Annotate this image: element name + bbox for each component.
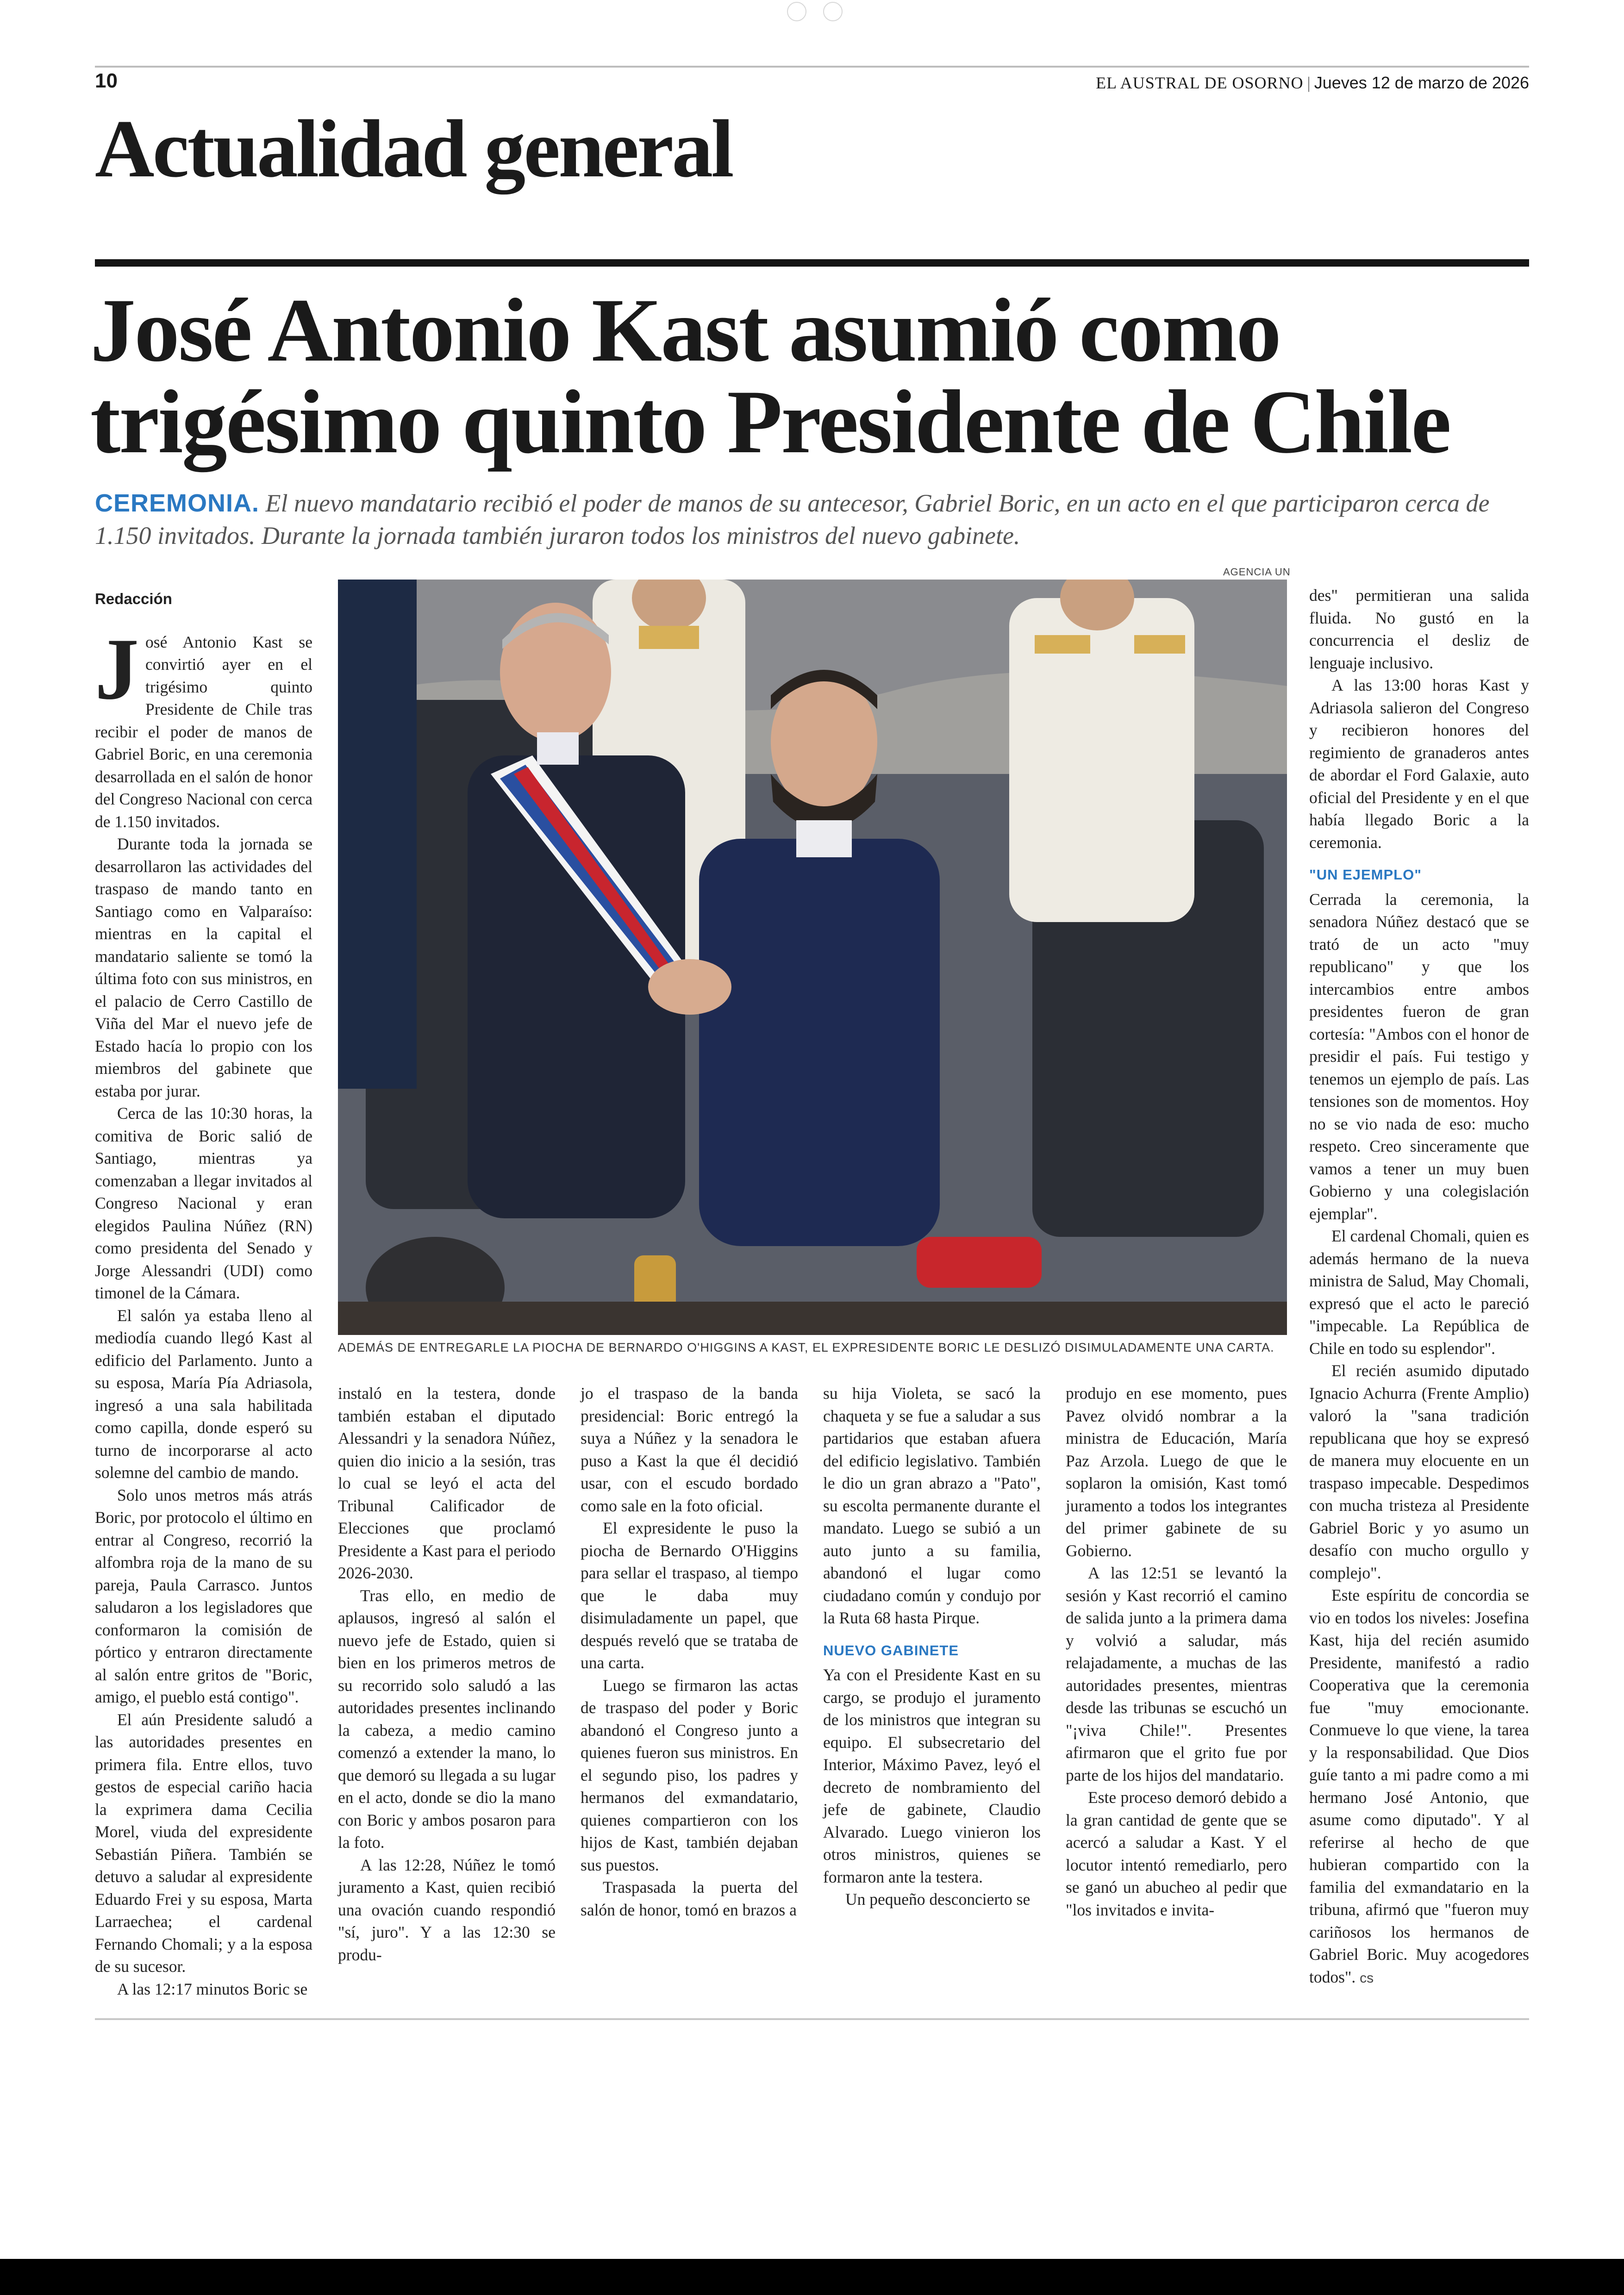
paragraph: A las 12:51 se levantó la sesión y Kast recorrió el camino de salida junto a la primera dama y volvió a saludar, más relajadamente, a muchas de las autoridades presentes, mientras desde las tribunas se escuchó un "¡viva Chile!". Presentes afirmaron que el grito fue por parte de los hijos del mandatario.: [1066, 1564, 1287, 1784]
paragraph: El recién asumido diputado Ignacio Achurra (Frente Amplio) valoró la "sana tradición republicana que hoy se expresó de manera muy elocuente en un traspaso impecable. Despedimos con mucha tristeza al Presidente Gabriel Boric y yo asumo un desafío con mucho orgullo y complejo".: [1309, 1361, 1529, 1582]
column-3: [581, 1382, 798, 1921]
paragraph: Luego se firmaron las actas de traspaso del poder y Boric abandonó el Congreso junto a quienes fueron sus ministros. En el segundo piso, los padres y hermanos del exmandatario, quienes compartieron con los hijos de Kast, también dejaban sus puestos.: [581, 1676, 798, 1874]
subhead: NUEVO GABINETE: [823, 1642, 959, 1659]
paragraph: instaló en la testera, donde también estaban el diputado Alessandri y la senadora Núñez, quien dio inicio a la sesión, tras lo cual se leyó el acta del Tribunal Calificador de Elecciones que proclamó Presidente a Kast para el periodo 2026-2030.: [338, 1384, 556, 1582]
subhead: "UN EJEMPLO": [1309, 867, 1422, 883]
paragraph: Tras ello, en medio de aplausos, ingresó al salón el nuevo jefe de Estado, quien si bien en los primeros metros de su recorrido solo saludó a las autoridades presentes inclinando la cabeza, a medio camino comenzó a extender la mano, lo que demoró su llegada a su lugar en el acto, donde se dio la mano con Boric y ambos posaron para la foto.: [338, 1586, 556, 1852]
deck-text: El nuevo mandatario recibió el poder de manos de su antecesor, Gabriel Boric, en un acto en el que participaron cerca de 1.150 invitados. Durante la jornada también juraron todos los ministros del nuevo gabinete.: [95, 489, 1490, 549]
issue-date: Jueves 12 de marzo de 2026: [1314, 73, 1529, 92]
deck: [95, 487, 1530, 552]
paragraph: El aún Presidente saludó a las autoridades presentes en primera fila. Entre ellos, tuvo gestos de especial cariño hacia la exprimera dama Cecilia Morel, viuda del expresidente Sebastián Piñera. También se detuvo a saludar al expresidente Eduardo Frei y su esposa, Marta Larraechea; el cardenal Fernando Chomali; y a la esposa de su sucesor.: [95, 1710, 312, 1976]
paragraph: des" permitieran una salida fluida. No gustó en la concurrencia el desliz de lenguaje inclusivo.: [1309, 586, 1529, 672]
section-rule: [95, 259, 1529, 267]
paragraph-text: Este espíritu de concordia se vio en todos los niveles: Josefina Kast, hija del recién asumido Presidente, manifestó a radio Cooperativa que la ceremonia fue "muy emocionante. Conmueve lo que viene, la tarea y la responsabilidad. Que Dios guíe tanto a mi padre como a mi hermano José Antonio, que asume como diputado". Y al referirse al hecho de que hubieran compartido con la familia del exmandatario en la tribuna, afirmó que "fueron muy cariñosos los hermanos de Gabriel Boric. Muy acogedores todos".: [1309, 1586, 1529, 1986]
photo-credit: AGENCIA UN: [1223, 566, 1291, 578]
paragraph: El salón ya estaba lleno al mediodía cuando llegó Kast al edificio del Parlamento. Junto a su esposa, María Pía Adriasola, ingresó a una sala habilitada como capilla, donde esperó su turno de incorporarse al acto solemne del cambio de mando.: [95, 1306, 312, 1482]
paragraph: A las 12:28, Núñez le tomó juramento a Kast, quien recibió una ovación cuando respondió "sí, juro". Y a las 12:30 se produ-: [338, 1855, 556, 1964]
column-5: [1066, 1382, 1287, 1921]
photo-caption: ADEMÁS DE ENTREGARLE LA PIOCHA DE BERNARDO O'HIGGINS A KAST, EL EXPRESIDENTE BORIC LE DESLIZÓ DISIMULADAMENTE UNA CARTA.: [338, 1341, 1274, 1354]
paragraph: [95, 620, 312, 833]
next-page-icon[interactable]: [823, 2, 843, 21]
viewer-controls[interactable]: [787, 2, 843, 21]
byline: Redacción: [95, 590, 172, 607]
column-2: [338, 1382, 556, 1966]
paper-name: EL AUSTRAL DE OSORNO: [1096, 74, 1304, 92]
paragraph: jo el traspaso de la banda presidencial: Boric entregó la suya a Núñez y la senadora le puso a Kast la que él decidió usar, con el escudo bordado como sale en la foto oficial.: [581, 1384, 798, 1515]
paragraph: Cerca de las 10:30 horas, la comitiva de Boric salió de Santiago, mientras ya comenzaban a llegar invitados al Congreso Nacional y eran elegidos Paulina Núñez (RN) como presidenta del Senado y Jorge Alessandri (UDI) como timonel de la Cámara.: [95, 1104, 312, 1302]
paragraph-text: osé Antonio Kast se convirtió ayer en el trigésimo quinto Presidente de Chile tras recibir el poder de manos de Gabriel Boric, en una ceremonia desarrollada en el salón de honor del Congreso Nacional con cerca de 1.150 invitados.: [95, 632, 312, 831]
paragraph: A las 13:00 horas Kast y Adriasola salieron del Congreso y recibieron honores del regimiento de granaderos antes de abordar el Ford Galaxie, auto oficial del Presidente y en el que había llegado Boric a la ceremonia.: [1309, 676, 1529, 852]
footer-rule: [95, 2018, 1529, 2020]
paragraph: Durante toda la jornada se desarrollaron las actividades del traspaso de mando tanto en Santiago como en Valparaíso: mientras en la capital el mandatario saliente se tomó la última foto con sus ministros, en el palacio de Cerro Castillo de Viña del Mar el nuevo jefe de Estado hacía lo propio con los miembros del gabinete que estaba por jurar.: [95, 835, 312, 1100]
section-title: Actualidad general: [95, 103, 732, 194]
paragraph: El expresidente le puso la piocha de Bernardo O'Higgins para sellar el traspaso, al tiempo que le daba muy disimuladamente un papel, que después reveló que se trataba de una carta.: [581, 1519, 798, 1672]
viewer-bottom-bar: [0, 2259, 1624, 2295]
paragraph: Este proceso demoró debido a la gran cantidad de gente que se acercó a saludar a Kast. Y el locutor intentó remediarlo, pero se ganó un abucheo al pedir que "los invitados e invita-: [1066, 1788, 1287, 1919]
paragraph: Traspasada la puerta del salón de honor, tomó en brazos a: [581, 1878, 798, 1919]
paragraph: produjo en ese momento, pues Pavez olvidó nombrar a la ministra de Educación, María Paz Arzola. Luego de que le soplaron la omisión, Kast tomó juramento a todos los integrantes del primer gabinete de su Gobierno.: [1066, 1384, 1287, 1560]
column-4: [823, 1382, 1041, 1911]
masthead: [1096, 73, 1529, 93]
main-photo: [338, 580, 1287, 1335]
masthead-separator: |: [1307, 74, 1311, 92]
page-number: 10: [95, 69, 118, 92]
paragraph: Un pequeño desconcierto se: [845, 1890, 1031, 1908]
prev-page-icon[interactable]: [787, 2, 806, 21]
column-1: [95, 584, 312, 2000]
paragraph: A las 12:17 minutos Boric se: [117, 1979, 308, 1998]
column-6: [1309, 584, 1529, 1989]
paragraph: Solo unos metros más atrás Boric, por protocolo el último en entrar al Congreso, recorrió la alfombra roja de la mano de su pareja, Paula Carrasco. Juntos saludaron a los legisladores que conformaron la comisión de pórtico y entraron directamente al salón entre gritos de "Boric, amigo, el pueblo está contigo".: [95, 1485, 312, 1706]
paragraph: Cerrada la ceremonia, la senadora Núñez destacó que se trató de un acto "muy republicano" y que los intercambios entre ambos presidentes fueron de gran cortesía: "Ambos con el honor de presidir el país. Fui testigo y tenemos un ejemplo de país. Las tensiones son de momentos. Hoy no se vio nada de eso: mucho respeto. Creo sinceramente que vamos a tener un muy buen Gobierno y una colegislación ejemplar".: [1309, 890, 1529, 1223]
end-mark: cs: [1360, 1970, 1374, 1986]
photo-illustration: [338, 580, 1287, 1335]
deck-kicker: CEREMONIA.: [95, 489, 260, 517]
paragraph: su hija Violeta, se sacó la chaqueta y se fue a saludar a sus partidarios que estaban afuera del edificio legislativo. También le dio un gran abrazo a "Pato", su escolta permanente durante el mandato. Luego se subió a un auto junto a su familia, abandonó el lugar como ciudadano común y condujo por la Ruta 68 hasta Pirque.: [823, 1384, 1041, 1627]
paragraph: [1309, 1584, 1529, 1989]
header-rule: [95, 66, 1529, 68]
paragraph: El cardenal Chomali, quien es además hermano de la nueva ministra de Salud, May Chomali, expresó que el acto le pareció "impecable. La República de Chile en todo su esplendor".: [1309, 1227, 1529, 1358]
paragraph: Ya con el Presidente Kast en su cargo, se produjo el juramento de los ministros que integran su equipo. El subsecretario del Interior, Máximo Pavez, leyó el decreto de nombramiento del jefe de gabinete, Claudio Alvarado. Luego vinieron los otros ministros, quienes se formaron ante la testera.: [823, 1665, 1041, 1886]
headline: José Antonio Kast asumió como trigésimo quinto Presidente de Chile: [90, 280, 1450, 472]
drop-cap: J: [95, 620, 139, 718]
